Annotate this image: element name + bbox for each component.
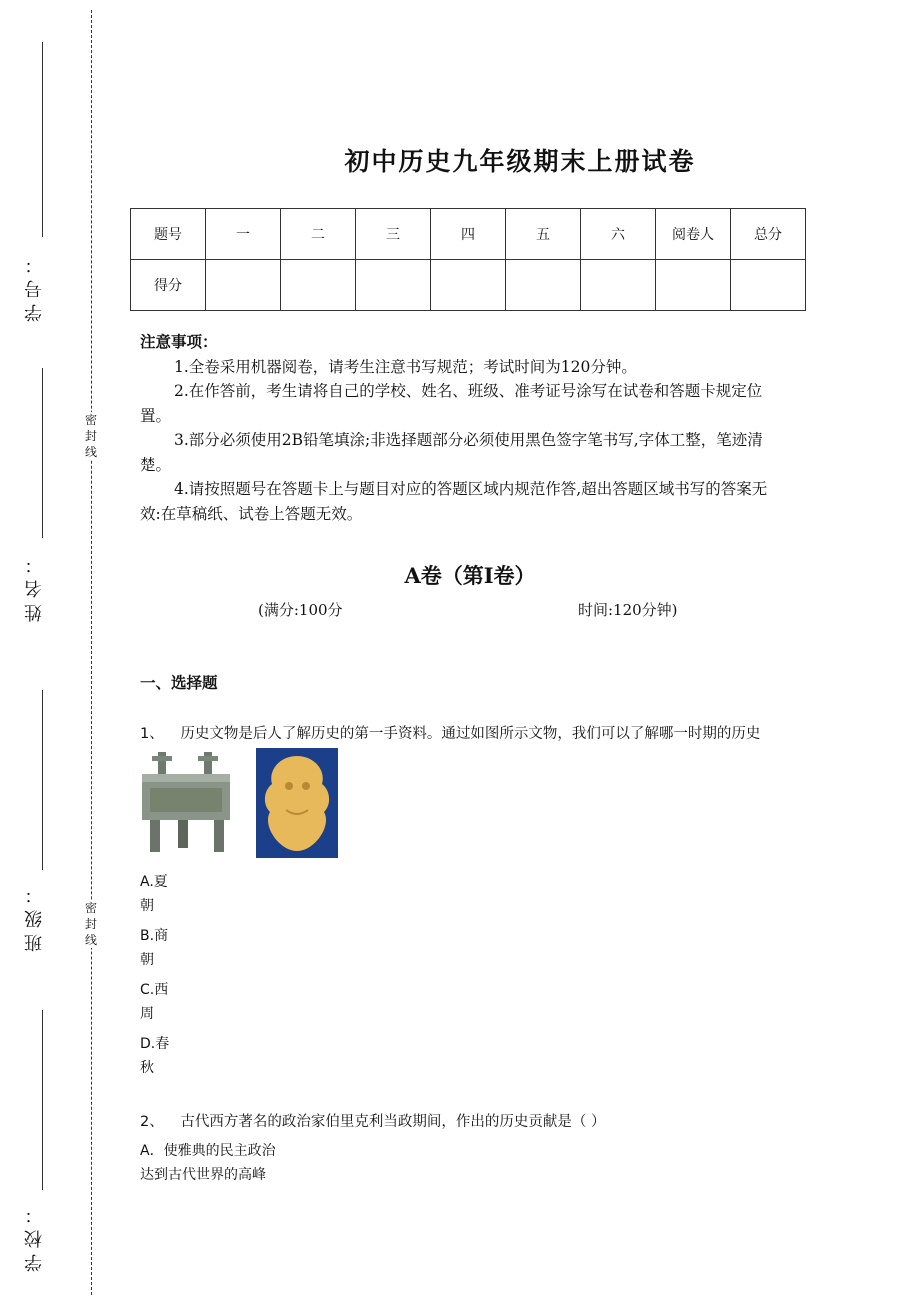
exam-title: 初中历史九年级期末上册试卷 <box>344 147 696 176</box>
q1-option-c[interactable] <box>140 978 168 1026</box>
student-id-field[interactable] <box>42 42 43 237</box>
name-label: 姓名： <box>24 550 45 622</box>
student-id-label: 学号： <box>24 250 45 322</box>
question-text: 古代西方著名的政治家伯里克利当政期间，作出的历史贡献是（ ） <box>180 1114 606 1130</box>
binding-dashed-line <box>91 10 92 1295</box>
class-field[interactable] <box>42 690 43 870</box>
notice-item: 4.请按照题号在答题卡上与题目对应的答题区域内规范作答,超出答题区域书写的答案无效:在草稿纸、试卷上答题无效。 <box>140 480 768 523</box>
q1-option-b[interactable] <box>140 924 168 972</box>
part1-title: 一、选择题 <box>140 673 218 692</box>
question-number: 2、 <box>140 1114 164 1130</box>
section-a-title: A卷（第I卷） <box>404 563 536 588</box>
school-field[interactable] <box>42 1010 43 1190</box>
score-table <box>130 208 806 311</box>
option-label: B. <box>140 928 155 944</box>
option-label: C. <box>140 982 155 998</box>
score-cell[interactable] <box>356 260 431 311</box>
q1-option-a[interactable] <box>140 870 168 918</box>
score-cell[interactable] <box>581 260 656 311</box>
option-text-line2: 朝 <box>140 898 154 914</box>
score-row-label: 得分 <box>131 260 206 311</box>
option-text-line2: 达到古代世界的高峰 <box>140 1167 266 1183</box>
option-label: A. <box>140 874 154 890</box>
header-cell: 五 <box>506 209 581 260</box>
notice-block <box>140 330 785 526</box>
class-label: 班级： <box>24 880 45 952</box>
score-table-score-row <box>131 260 806 311</box>
header-cell: 四 <box>431 209 506 260</box>
score-cell[interactable] <box>281 260 356 311</box>
question-text: 历史文物是后人了解历史的第一手资料。通过如图所示文物，我们可以了解哪一时期的历史 <box>180 726 761 742</box>
option-text: 夏 <box>153 874 168 890</box>
header-cell: 题号 <box>131 209 206 260</box>
option-text-line2: 朝 <box>140 952 154 968</box>
score-cell[interactable] <box>506 260 581 311</box>
notice-item: 1.全卷采用机器阅卷，请考生注意书写规范；考试时间为120分钟。 <box>174 357 637 376</box>
option-text-line2: 周 <box>140 1006 154 1022</box>
option-text: A．使雅典的民主政治 <box>140 1143 276 1159</box>
question-number: 1、 <box>140 726 164 742</box>
option-label: D. <box>140 1036 156 1052</box>
bronze-ding-vessel-image <box>138 750 234 854</box>
school-label: 学校： <box>24 1200 45 1272</box>
score-cell[interactable] <box>431 260 506 311</box>
jade-artifact-image <box>256 748 338 858</box>
question-2 <box>140 1110 605 1131</box>
name-field[interactable] <box>42 368 43 538</box>
score-table-header-row <box>131 209 806 260</box>
question-1 <box>140 722 760 743</box>
header-cell: 总分 <box>731 209 806 260</box>
header-cell: 阅卷人 <box>656 209 731 260</box>
score-cell[interactable] <box>731 260 806 311</box>
notice-item: 2.在作答前，考生请将自己的学校、姓名、班级、准考证号涂写在试卷和答题卡规定位置。 <box>140 382 763 425</box>
option-text: 商 <box>154 928 169 944</box>
exam-time: 时间:120分钟) <box>578 601 678 619</box>
notice-item: 3.部分必须使用2B铅笔填涂;非选择题部分必须使用黑色签字笔书写,字体工整，笔迹清楚。 <box>140 431 763 474</box>
score-cell[interactable] <box>656 260 731 311</box>
option-text: 春 <box>155 1036 170 1052</box>
header-cell: 一 <box>206 209 281 260</box>
header-cell: 六 <box>581 209 656 260</box>
score-cell[interactable] <box>206 260 281 311</box>
option-text: 西 <box>154 982 169 998</box>
header-cell: 二 <box>281 209 356 260</box>
notice-title: 注意事项： <box>140 332 218 351</box>
q1-option-d[interactable] <box>140 1032 169 1080</box>
header-cell: 三 <box>356 209 431 260</box>
seal-text-upper: 密封线 <box>82 412 100 460</box>
q2-option-a[interactable] <box>140 1139 276 1187</box>
option-text-line2: 秋 <box>140 1060 154 1076</box>
full-score: (满分:100分 <box>258 601 343 619</box>
seal-text-lower: 密封线 <box>82 900 100 948</box>
